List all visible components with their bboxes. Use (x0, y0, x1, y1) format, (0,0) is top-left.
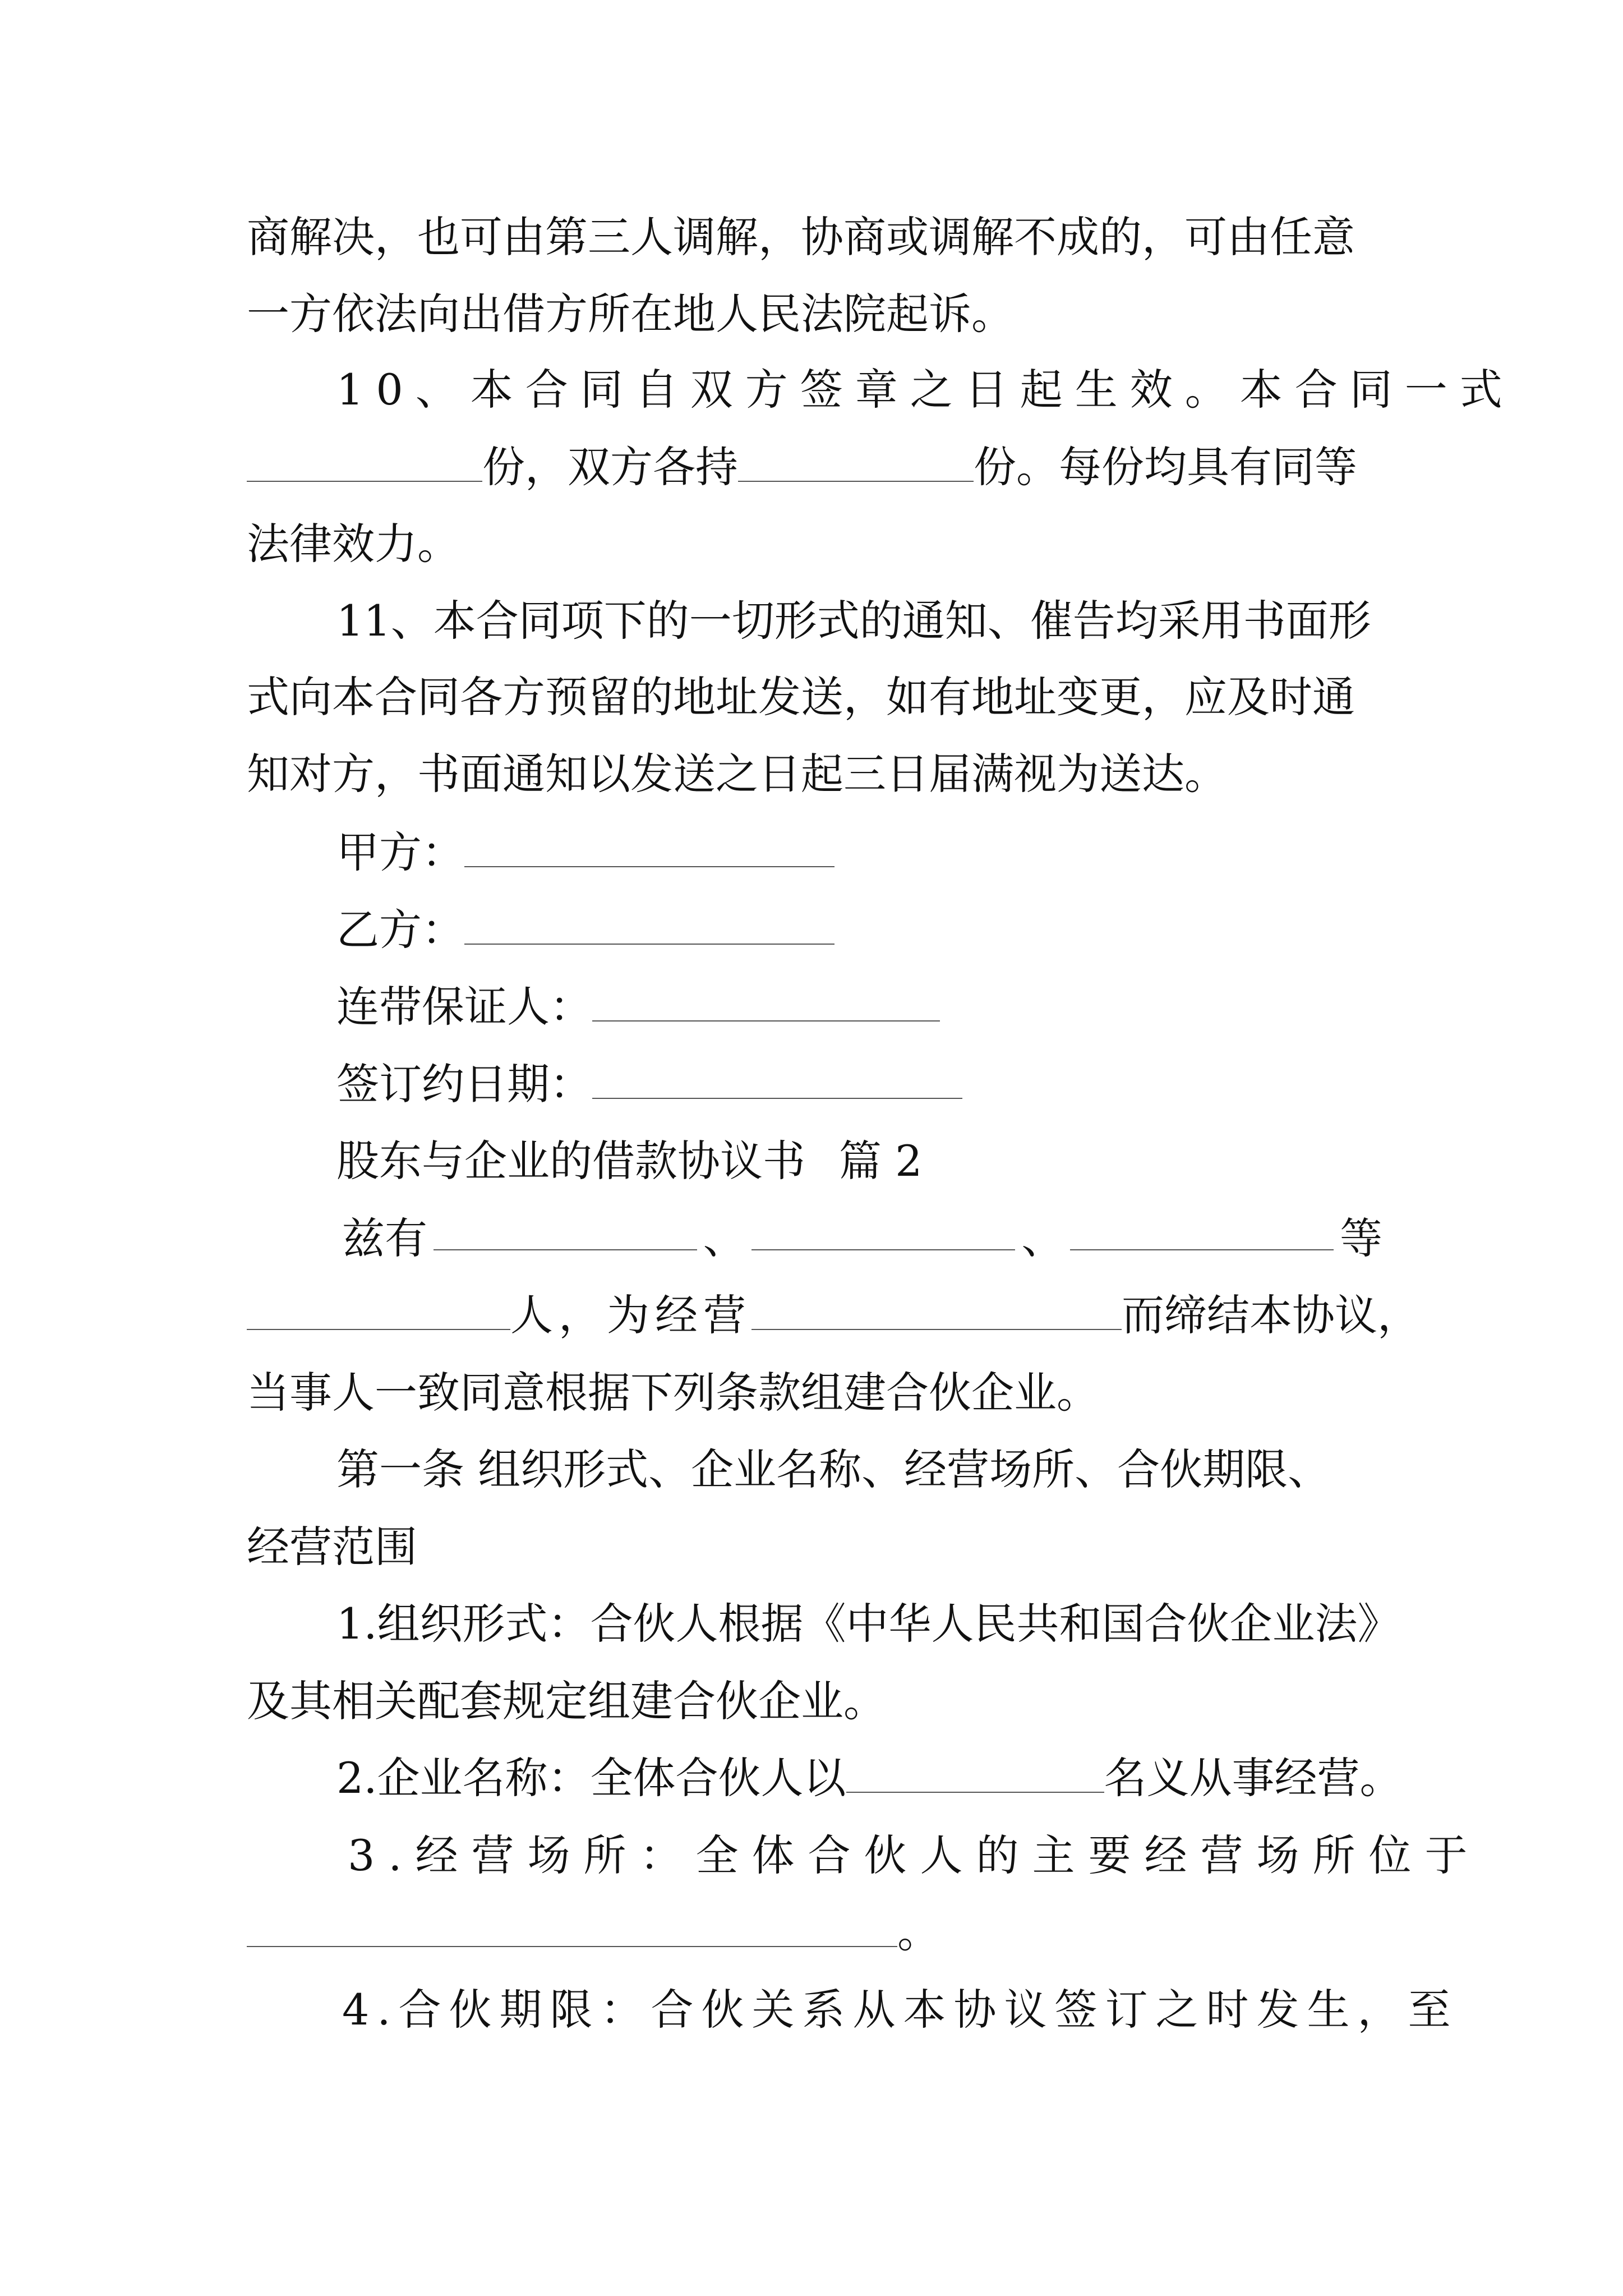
text-line: 份，双方各持 份。每份均具有同等 (247, 442, 1357, 493)
blank-field[interactable] (738, 445, 974, 482)
party-a-field[interactable] (464, 830, 834, 867)
guarantor-field[interactable] (592, 984, 940, 1022)
article-heading: 第一条 组织形式、企业名称、经营场所、合伙期限、 (336, 1444, 1331, 1494)
blank-field[interactable] (247, 445, 482, 482)
blank-field[interactable] (1070, 1213, 1334, 1250)
blank-field[interactable] (846, 1756, 1104, 1793)
address-field[interactable] (247, 1910, 897, 1947)
sign-date-line: 签订约日期： (336, 1059, 962, 1110)
blank-field[interactable] (751, 1293, 1122, 1330)
text-line: 人，为经营 而缔结本协议， (247, 1290, 1396, 1341)
text-line: 商解决，也可由第三人调解，协商或调解不成的，可由任意 (247, 212, 1355, 262)
text-line: 2.企业名称：全体合伙人以 名义从事经营。 (336, 1753, 1403, 1803)
text-line: 一方依法向出借方所在地人民法院起诉。 (247, 289, 1014, 339)
guarantor-line: 连带保证人： (336, 982, 940, 1032)
section-heading: 股东与企业的借款协议书 篇 2 (336, 1136, 923, 1186)
text-line: 1.组织形式：合伙人根据《中华人民共和国合伙企业法》 (336, 1599, 1400, 1649)
text-line: 法律效力。 (247, 519, 460, 569)
text-line: 式向本合同各方预留的地址发送，如有地址变更，应及时通 (247, 672, 1355, 722)
text-line: 11、本合同项下的一切形式的通知、催告均采用书面形 (336, 596, 1371, 646)
party-b-line: 乙方： (336, 905, 834, 955)
party-a-line: 甲方： (336, 827, 834, 878)
text-line: 。 (247, 1907, 940, 1958)
blank-field[interactable] (434, 1213, 697, 1250)
blank-field[interactable] (751, 1213, 1015, 1250)
text-line: 当事人一致同意根据下列条款组建合伙企业。 (247, 1368, 1099, 1418)
text-line: 知对方，书面通知以发送之日起三日届满视为送达。 (247, 749, 1227, 799)
text-line: 3.经营场所：全体合伙人的主要经营场所位于 (348, 1830, 1481, 1880)
blank-field[interactable] (247, 1293, 510, 1330)
text-line: 及其相关配套规定组建合伙企业。 (247, 1676, 886, 1726)
sign-date-field[interactable] (592, 1062, 962, 1099)
text-line: 4.合伙期限：合伙关系从本协议签订之时发生，至 (342, 1985, 1459, 2035)
party-b-field[interactable] (464, 908, 834, 945)
text-line: 兹有 、 、 等 (342, 1213, 1382, 1263)
text-line: 10、本合同自双方签章之日起生效。本合同一式 (336, 365, 1515, 415)
text-line: 经营范围 (247, 1522, 417, 1572)
